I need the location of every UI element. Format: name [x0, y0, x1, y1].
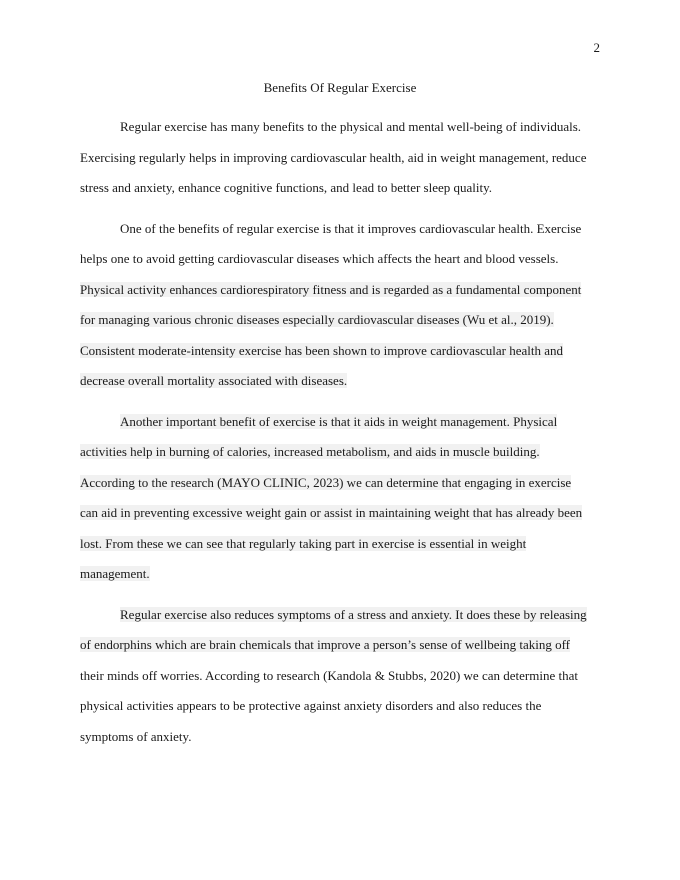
highlighted-text: Regular exercise also reduces symptoms of a stress and anxiety. It does these by releasing	[120, 606, 587, 622]
text-line	[80, 468, 608, 499]
text-line	[80, 630, 608, 661]
line-text: physical activities appears to be protective against anxiety disorders and also reduces the	[80, 698, 542, 713]
highlighted-text: Physical activity enhances cardiorespiratory fitness and is regarded as a fundamental component	[80, 281, 582, 297]
text-line	[80, 437, 608, 468]
highlighted-text: According to the research (MAYO CLINIC, 2023) we can determine that engaging in exercise	[80, 474, 572, 490]
line-text: Exercising regularly helps in improving cardiovascular health, aid in weight management, reduce	[80, 149, 587, 165]
text-line	[80, 143, 608, 174]
highlighted-text: of endorphins which are brain chemicals that improve a person’s sense of wellbeing taking off	[80, 637, 571, 652]
text-line	[80, 529, 608, 560]
text-line	[80, 366, 608, 397]
text-line	[80, 407, 608, 438]
text-line	[80, 305, 608, 336]
highlighted-text: Another important benefit of exercise is that it aids in weight management. Physical	[120, 413, 558, 429]
text-line	[80, 112, 608, 143]
paragraph-weight-management	[80, 407, 608, 590]
text-line	[80, 336, 608, 367]
highlighted-text: decrease overall mortality associated with diseases.	[80, 373, 348, 388]
line-text: stress and anxiety, enhance cognitive functions, and lead to better sleep quality.	[80, 180, 493, 195]
highlighted-text: for managing various chronic diseases especially cardiovascular diseases (Wu et al., 2019).	[80, 312, 554, 327]
text-line	[80, 275, 608, 306]
document-title: Benefits Of Regular Exercise	[263, 80, 417, 95]
text-line	[80, 244, 608, 275]
highlighted-text: activities help in burning of calories, increased metabolism, and aids in muscle building.	[80, 444, 540, 459]
line-text: One of the benefits of regular exercise is that it improves cardiovascular health. Exercise	[120, 220, 582, 236]
text-line	[80, 600, 608, 631]
text-line	[80, 498, 608, 529]
paragraph-intro	[80, 112, 608, 204]
highlighted-text: can aid in preventing excessive weight gain or assist in maintaining weight that has already been	[80, 505, 583, 520]
document-body	[80, 112, 608, 762]
highlighted-text: Consistent moderate-intensity exercise has been shown to improve cardiovascular health and	[80, 342, 564, 358]
text-line	[80, 559, 608, 590]
text-line	[80, 691, 608, 722]
line-text: helps one to avoid getting cardiovascular diseases which affects the heart and blood vessels.	[80, 251, 559, 266]
text-line	[80, 173, 608, 204]
text-line	[80, 661, 608, 692]
highlighted-text: management.	[80, 566, 150, 581]
paragraph-cardiovascular	[80, 214, 608, 397]
text-line	[80, 722, 608, 753]
text-line	[80, 214, 608, 245]
line-text: their minds off worries. According to research (Kandola & Stubbs, 2020) we can determine that	[80, 667, 578, 683]
line-text: Regular exercise has many benefits to the physical and mental well-being of individuals.	[120, 119, 582, 134]
page-number: 2	[593, 40, 600, 55]
highlighted-text: lost. From these we can see that regularly taking part in exercise is essential in weight	[80, 535, 527, 551]
paragraph-stress-anxiety	[80, 600, 608, 753]
line-text: symptoms of anxiety.	[80, 728, 192, 744]
